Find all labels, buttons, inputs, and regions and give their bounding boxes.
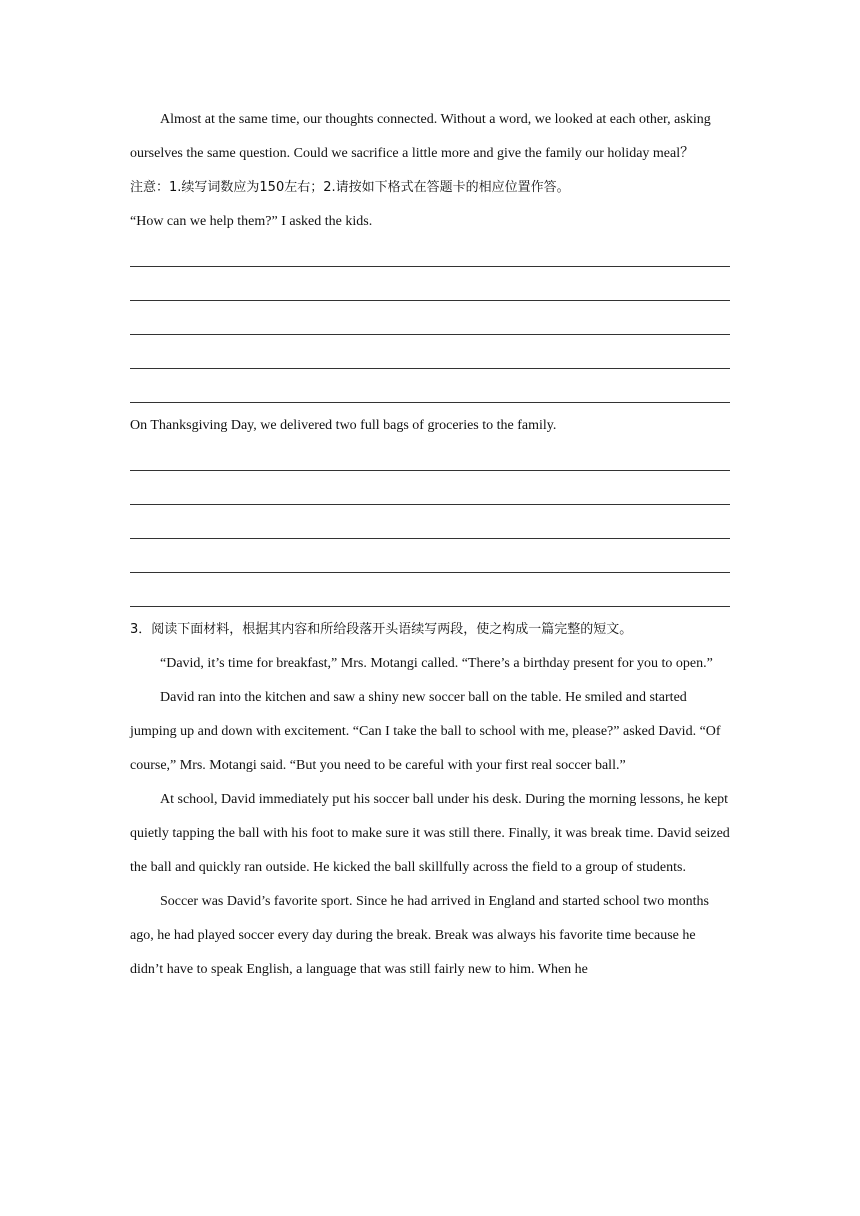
- answer-line[interactable]: [130, 267, 730, 301]
- document-page: [130, 103, 730, 987]
- answer-line[interactable]: [130, 573, 730, 607]
- story-paragraph-4: Soccer was David’s favorite sport. Since he had arrived in England and started school two months ago, he had played soccer every day during the break. Break was always his favorite time because he didn’t have to speak English, a language that was still fairly new to him. When he: [130, 894, 709, 977]
- story-paragraph-3: At school, David immediately put his soccer ball under his desk. During the morning lessons, he kept quietly tapping the ball with his foot to make sure it was still there. Finally, it was break time. David seized the ball and quickly ran outside. He kicked the ball skillfully across the field to a group of students.: [130, 792, 730, 875]
- paragraph-thoughts-connected: Almost at the same time, our thoughts connected. Without a word, we looked at each other, asking ourselves the same question. Could we sacrifice a little more and give the family our holiday meal？: [130, 112, 711, 161]
- story-paragraph-1: “David, it’s time for breakfast,” Mrs. Motangi called. “There’s a birthday present for you to open.”: [160, 656, 713, 671]
- writing-note: 注意：1.续写词数应为150左右；2.请按如下格式在答题卡的相应位置作答。: [130, 180, 570, 195]
- continuation-prompt-1: “How can we help them?” I asked the kids.: [130, 214, 373, 229]
- continuation-prompt-2: On Thanksgiving Day, we delivered two full bags of groceries to the family.: [130, 418, 557, 433]
- answer-lines-2: [130, 437, 730, 607]
- answer-line[interactable]: [130, 505, 730, 539]
- answer-line[interactable]: [130, 471, 730, 505]
- story-paragraph-2: David ran into the kitchen and saw a shiny new soccer ball on the table. He smiled and started jumping up and down with excitement. “Can I take the ball to school with me, please?” asked David. “Of course,” Mrs. Motangi said. “But you need to be careful with your first real soccer ball.”: [130, 690, 721, 773]
- answer-line[interactable]: [130, 301, 730, 335]
- answer-lines-1: [130, 233, 730, 403]
- question-3-instruction: 3．阅读下面材料，根据其内容和所给段落开头语续写两段，使之构成一篇完整的短文。: [130, 622, 633, 637]
- answer-line[interactable]: [130, 335, 730, 369]
- answer-line[interactable]: [130, 539, 730, 573]
- answer-line[interactable]: [130, 369, 730, 403]
